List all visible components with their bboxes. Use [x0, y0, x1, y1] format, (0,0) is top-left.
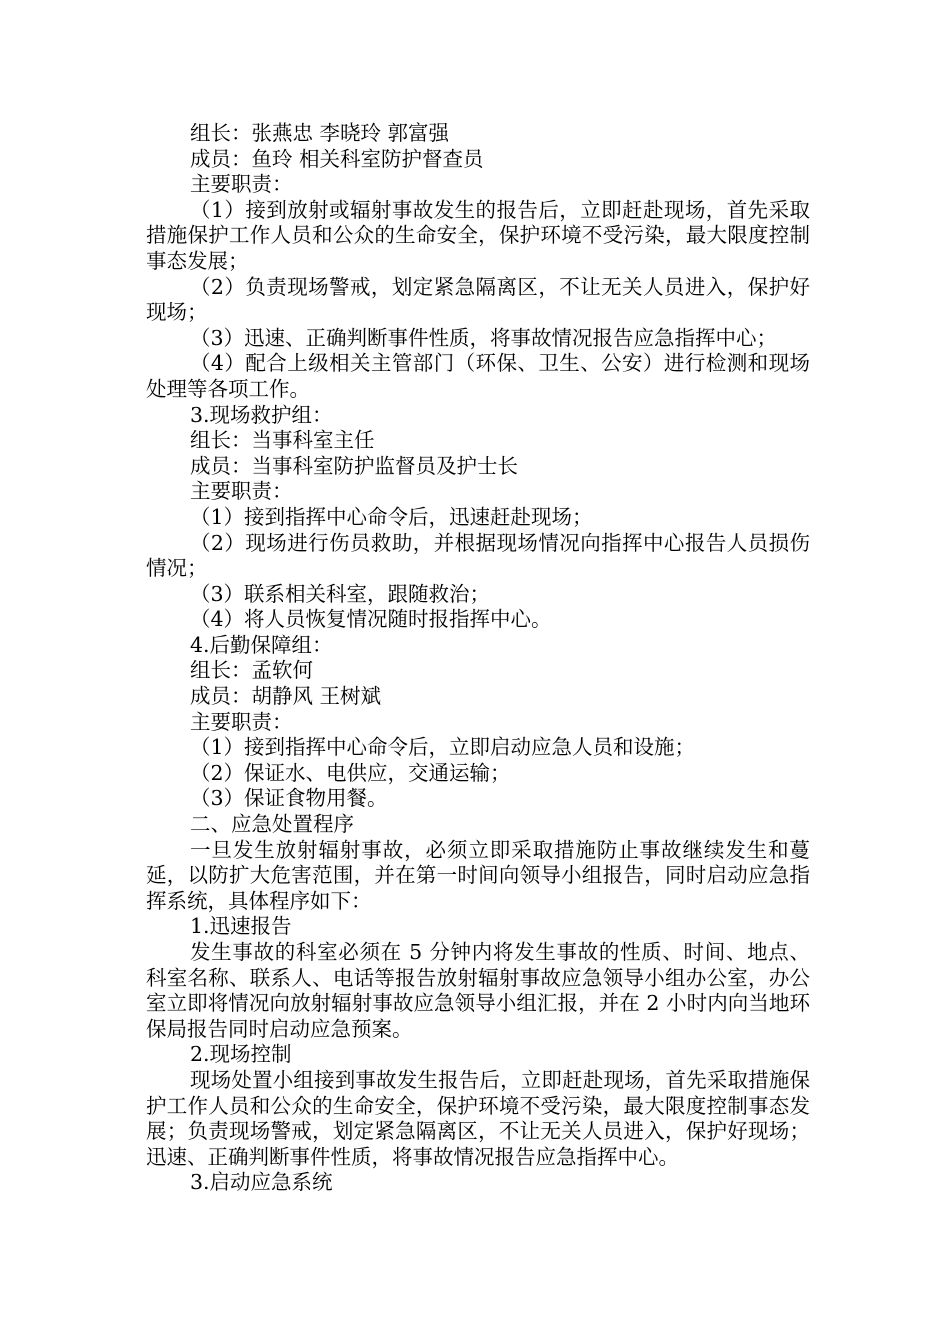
- section-heading: 1.迅速报告: [190, 914, 292, 939]
- section-heading: 3.现场救护组：: [190, 402, 333, 427]
- duty-item: （3）联系相关科室，跟随救治；: [190, 581, 491, 606]
- duty-item: （1）接到放射或辐射事故发生的报告后，立即赶赴现场，首先采取措施保护工作人员和公众的生命安全，保护环境不受污染，最大限度控制事态发展；: [146, 197, 810, 273]
- duty-item: （1）接到指挥中心命令后，立即启动应急人员和设施；: [190, 735, 696, 760]
- body-paragraph: 一旦发生放射辐射事故，必须立即采取措施防止事故继续发生和蔓延，以防扩大危害范围，并在第一时间向领导小组报告，同时启动应急指挥系统，具体程序如下：: [146, 837, 810, 913]
- body-paragraph: 现场处置小组接到事故发生报告后，立即赶赴现场，首先采取措施保护工作人员和公众的生命安全，保护环境不受污染，最大限度控制事态发展；负责现场警戒，划定紧急隔离区，不让无关人员进入，保护好现场；迅速、正确判断事件性质，将事故情况报告应急指挥中心。: [146, 1067, 810, 1169]
- duties-heading: 主要职责：: [190, 479, 293, 504]
- duty-item: （2）现场进行伤员救助，并根据现场情况向指挥中心报告人员损伤情况；: [146, 530, 810, 581]
- duties-heading: 主要职责：: [190, 172, 293, 197]
- section-heading: 4.后勤保障组：: [190, 632, 333, 657]
- group-leader-line: 组长：张燕忠 李晓玲 郭富强: [190, 121, 450, 145]
- document-body: [146, 121, 810, 1196]
- group-leader-line: 组长：孟软何: [190, 658, 313, 683]
- duties-heading: 主要职责：: [190, 709, 293, 734]
- duty-item: （3）保证食物用餐。: [190, 786, 388, 811]
- group-member-line: 成员：胡静风 王树斌: [190, 684, 382, 709]
- body-paragraph: 发生事故的科室必须在 5 分钟内将发生事故的性质、时间、地点、科室名称、联系人、电话等报告放射辐射事故应急领导小组办公室，办公室立即将情况向放射辐射事故应急领导小组汇报，并在 2 小时内向当地环保局报告同时启动应急预案。: [146, 940, 810, 1041]
- duty-item: （4）将人员恢复情况随时报指挥中心。: [190, 607, 552, 632]
- group-member-line: 成员：当事科室防护监督员及护士长: [190, 453, 518, 478]
- duty-item: （4）配合上级相关主管部门（环保、卫生、公安）进行检测和现场处理等各项工作。: [146, 351, 810, 401]
- duty-item: （3）迅速、正确判断事件性质，将事故情况报告应急指挥中心；: [190, 325, 778, 350]
- duty-item: （2）负责现场警戒，划定紧急隔离区，不让无关人员进入，保护好现场；: [146, 274, 810, 325]
- duty-item: （2）保证水、电供应，交通运输；: [190, 760, 511, 785]
- duty-item: （1）接到指挥中心命令后，迅速赶赴现场；: [190, 504, 593, 529]
- section-heading: 3.启动应急系统: [190, 1170, 333, 1195]
- group-leader-line: 组长：当事科室主任: [190, 428, 375, 453]
- section-heading: 2.现场控制: [190, 1042, 292, 1067]
- chapter-heading: 二、应急处置程序: [190, 812, 354, 837]
- group-member-line: 成员：鱼玲 相关科室防护督查员: [190, 146, 484, 171]
